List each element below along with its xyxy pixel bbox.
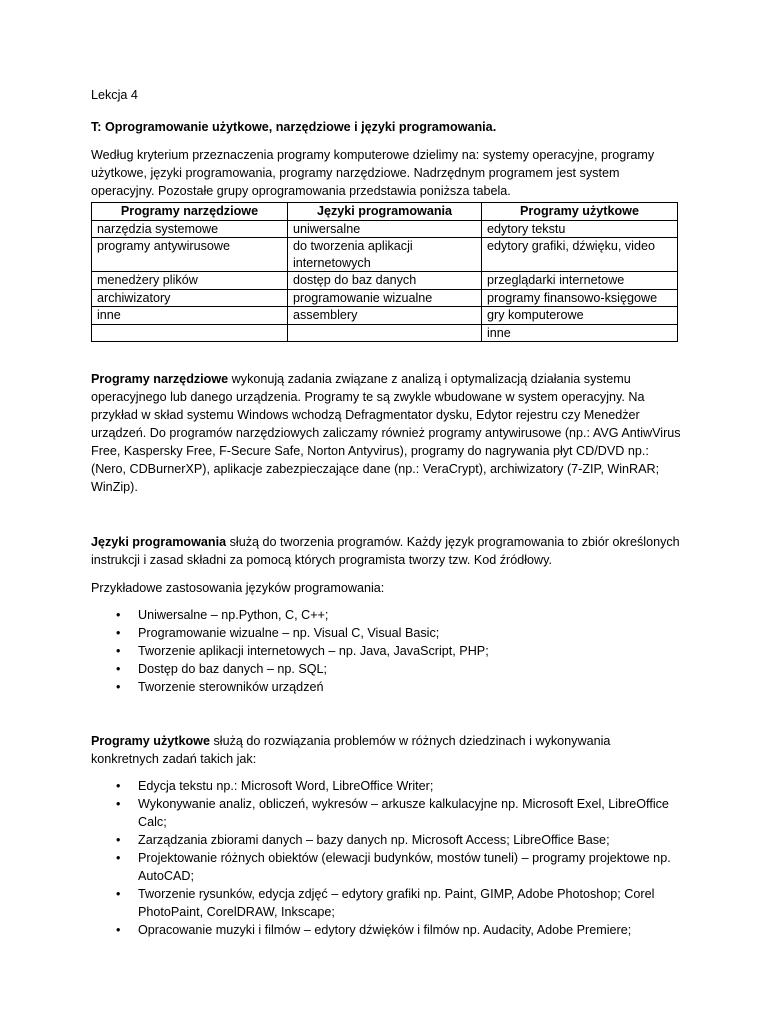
bullet: • xyxy=(116,608,121,622)
languages-term: Języki programowania xyxy=(91,535,227,549)
applications-text: służą do rozwiązania problemów w różnych dziedzinach i wykonywania konkretnych zadań takich jak: xyxy=(91,734,611,766)
list-item xyxy=(91,921,681,939)
applications-term: Programy użytkowe xyxy=(91,734,210,748)
lesson-label: Lekcja 4 xyxy=(91,88,138,102)
list-item-text: Programowanie wizualne – np. Visual C, Visual Basic; xyxy=(138,626,440,640)
table-cell: do tworzenia aplikacji internetowych xyxy=(288,238,482,272)
table-row xyxy=(92,238,678,272)
bullet: • xyxy=(116,626,121,640)
list-item-text: Tworzenie aplikacji internetowych – np. Java, JavaScript, PHP; xyxy=(138,644,489,658)
languages-examples-intro: Przykładowe zastosowania języków programowania: xyxy=(91,581,385,595)
table-cell: inne xyxy=(482,324,678,342)
table-cell: programowanie wizualne xyxy=(288,289,482,307)
languages-paragraph xyxy=(91,533,681,569)
list-item-text: Tworzenie rysunków, edycja zdjęć – edytory grafiki np. Paint, GIMP, Adobe Photoshop; Corel PhotoPaint, CorelDRAW, Inkscape; xyxy=(138,887,655,919)
table-cell: programy finansowo-księgowe xyxy=(482,289,678,307)
table-row xyxy=(92,220,678,238)
bullet: • xyxy=(116,797,121,811)
list-item-text: Zarządzania zbiorami danych – bazy danych np. Microsoft Access; LibreOffice Base; xyxy=(138,833,610,847)
languages-text: służą do tworzenia programów. Każdy język programowania to zbiór określonych instrukcji i zasad składni za pomocą których programista tworzy tzw. Kod źródłowy. xyxy=(91,535,680,567)
list-item-text: Dostęp do baz danych – np. SQL; xyxy=(138,662,328,676)
bullet: • xyxy=(116,779,121,793)
table-header-row xyxy=(92,203,678,221)
bullet: • xyxy=(116,887,121,901)
list-item xyxy=(91,678,681,696)
table-cell: gry komputerowe xyxy=(482,307,678,325)
list-item xyxy=(91,660,681,678)
list-item xyxy=(91,795,681,831)
applications-paragraph xyxy=(91,732,681,768)
bullet: • xyxy=(116,923,121,937)
table-cell xyxy=(92,324,288,342)
table-cell: dostęp do baz danych xyxy=(288,272,482,290)
table-cell: edytory tekstu xyxy=(482,220,678,238)
table-cell xyxy=(288,324,482,342)
table-cell: programy antywirusowe xyxy=(92,238,288,272)
list-item-text: Tworzenie sterowników urządzeń xyxy=(138,680,324,694)
list-item xyxy=(91,831,681,849)
languages-list xyxy=(91,606,681,696)
table-row xyxy=(92,272,678,290)
document-page xyxy=(91,84,681,939)
intro-paragraph: Według kryterium przeznaczenia programy komputerowe dzielimy na: systemy operacyjne, programy użytkowe, języki programowania, programy narzędziowe. Nadrzędnym programem jest system operacyjny. Pozostałe grupy oprogramowania przedstawia poniższa tabela. xyxy=(91,148,655,198)
tools-paragraph xyxy=(91,370,681,496)
bullet: • xyxy=(116,662,121,676)
software-table xyxy=(91,202,678,342)
bullet: • xyxy=(116,680,121,694)
list-item-text: Uniwersalne – np.Python, C, C++; xyxy=(138,608,329,622)
table-row xyxy=(92,307,678,325)
list-item xyxy=(91,642,681,660)
list-item-text: Edycja tekstu np.: Microsoft Word, LibreOffice Writer; xyxy=(138,779,434,793)
list-item xyxy=(91,777,681,795)
table-cell: edytory grafiki, dźwięku, video xyxy=(482,238,678,272)
table-cell: inne xyxy=(92,307,288,325)
tools-text: wykonują zadania związane z analizą i optymalizacją działania systemu operacyjnego lub danego urządzenia. Programy te są zwykle wbudowane w system operacyjny. Na przykład w skład systemu Windows wchodzą Defragmentator dysku, Edytor rejestru czy Menedżer urządzeń. Do programów narzędziowych zaliczamy również programy antywirusowe (np.: AVG AntiwVirus Free, Kaspersky Free, F-Secure Safe, Norton Antyvirus), programy do nagrywania płyt CD/DVD np.:(Nero, CDBurnerXP), aplikacje zabezpieczające dane (np.: VeraCrypt), archiwizatory (7-ZIP, WinRAR; WinZip). xyxy=(91,372,681,494)
page-title: T: Oprogramowanie użytkowe, narzędziowe i języki programowania. xyxy=(91,120,497,134)
table-row xyxy=(92,324,678,342)
table-header-languages: Języki programowania xyxy=(288,203,482,221)
table-header-tools: Programy narzędziowe xyxy=(92,203,288,221)
table-header-applications: Programy użytkowe xyxy=(482,203,678,221)
table-row xyxy=(92,289,678,307)
list-item xyxy=(91,606,681,624)
tools-term: Programy narzędziowe xyxy=(91,372,229,386)
list-item xyxy=(91,624,681,642)
list-item-text: Projektowanie różnych obiektów (elewacji budynków, mostów tuneli) – programy projektowe np. AutoCAD; xyxy=(138,851,671,883)
list-item-text: Opracowanie muzyki i filmów – edytory dźwięków i filmów np. Audacity, Adobe Premiere; xyxy=(138,923,632,937)
table-cell: uniwersalne xyxy=(288,220,482,238)
table-cell: narzędzia systemowe xyxy=(92,220,288,238)
table-cell: menedżery plików xyxy=(92,272,288,290)
bullet: • xyxy=(116,833,121,847)
applications-list xyxy=(91,777,681,939)
list-item-text: Wykonywanie analiz, obliczeń, wykresów – arkusze kalkulacyjne np. Microsoft Exel, LibreOffice Calc; xyxy=(138,797,669,829)
table-cell: assemblery xyxy=(288,307,482,325)
table-cell: przeglądarki internetowe xyxy=(482,272,678,290)
list-item xyxy=(91,885,681,921)
table-cell: archiwizatory xyxy=(92,289,288,307)
bullet: • xyxy=(116,644,121,658)
bullet: • xyxy=(116,851,121,865)
list-item xyxy=(91,849,681,885)
